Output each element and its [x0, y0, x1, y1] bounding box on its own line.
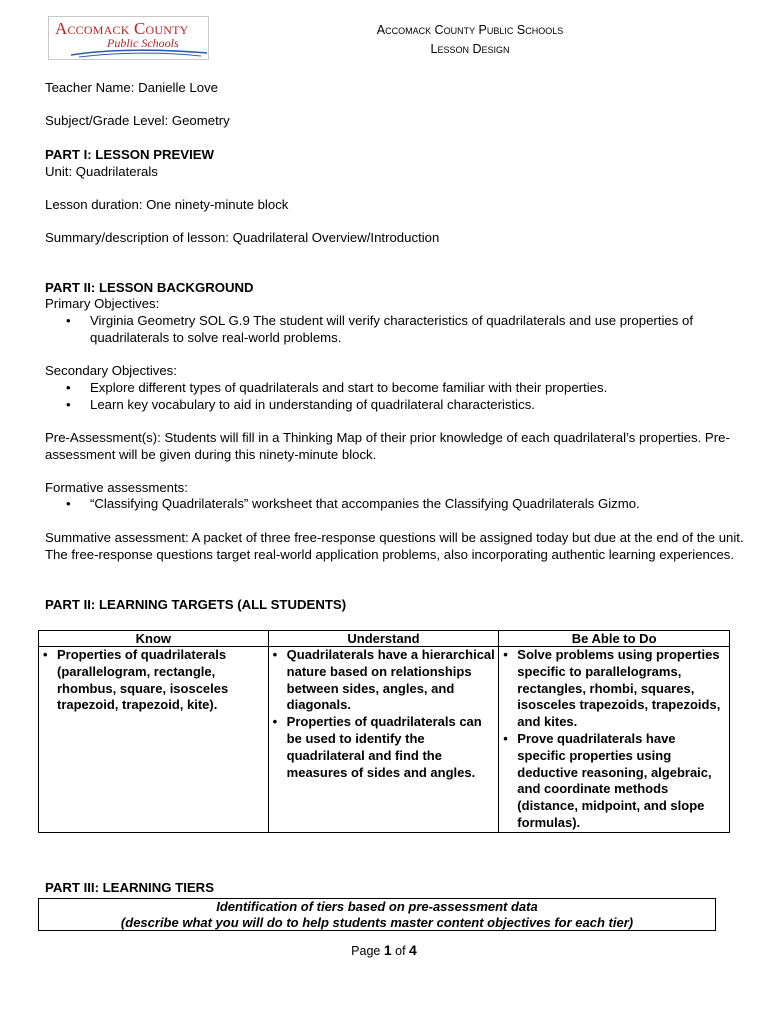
- list-item-continuation: quadrilaterals to solve real-world problems.: [90, 330, 342, 345]
- list-item: • Prove quadrilaterals have specific properties using deductive reasoning, algebraic, and coordinate methods (distance, midpoint, and slope formulas).: [503, 731, 726, 832]
- doc-title: Lesson Design: [430, 42, 510, 56]
- formative-label: Formative assessments:: [45, 480, 188, 495]
- unit-line: Unit: Quadrilaterals: [45, 164, 158, 179]
- column-header-understand: Understand: [268, 631, 499, 647]
- list-item: • Solve problems using properties specific to parallelograms, rectangles, rhombi, squares, isosceles trapezoids, trapezoids, and kites.: [503, 647, 726, 731]
- list-item: • Learn key vocabulary to aid in understanding of quadrilateral characteristics.: [66, 397, 535, 412]
- list-item: • Virginia Geometry SOL G.9 The student will verify characteristics of quadrilaterals and use properties of: [66, 313, 693, 328]
- learning-targets-table: [38, 630, 730, 833]
- primary-objectives-label: Primary Objectives:: [45, 296, 160, 311]
- page-number: 1: [383, 942, 392, 958]
- summative-line-1: Summative assessment: A packet of three free-response questions will be assigned today but due at the end of the unit.: [45, 530, 744, 545]
- part2-heading: PART II: LESSON BACKGROUND: [45, 280, 254, 295]
- column-header-know: Know: [39, 631, 269, 647]
- of-word: of: [395, 944, 406, 958]
- secondary-objectives-label: Secondary Objectives:: [45, 363, 177, 378]
- summary-line: Summary/description of lesson: Quadrilateral Overview/Introduction: [45, 230, 440, 245]
- learning-targets-heading: PART II: LEARNING TARGETS (ALL STUDENTS): [45, 597, 347, 612]
- subject-grade: Subject/Grade Level: Geometry: [45, 113, 230, 128]
- summative-line-2: The free-response questions target real-world application problems, also incorporating authentic learning experiences.: [45, 547, 735, 562]
- list-item: • “Classifying Quadrilaterals” worksheet that accompanies the Classifying Quadrilaterals Gizmo.: [66, 496, 640, 511]
- able-cell: [499, 647, 730, 833]
- logo-subtitle: Public Schools: [107, 36, 179, 50]
- logo-title: Accomack County: [55, 19, 189, 38]
- preassessment-line-1: Pre-Assessment(s): Students will fill in a Thinking Map of their prior knowledge of each quadrilateral’s properties. Pre-: [45, 430, 730, 445]
- tiers-box-line-2: (describe what you will do to help students master content objectives for each tier): [120, 915, 634, 930]
- page-total: 4: [409, 942, 417, 958]
- duration-line: Lesson duration: One ninety-minute block: [45, 197, 289, 212]
- page-footer: [0, 942, 768, 958]
- teacher-name: Teacher Name: Danielle Love: [45, 80, 218, 95]
- district-logo: [48, 16, 209, 60]
- logo-swoosh-icon: [69, 47, 209, 59]
- preassessment-line-2: assessment will be given during this ninety-minute block.: [45, 447, 377, 462]
- table-header-row: [39, 631, 730, 647]
- page-word: Page: [351, 944, 381, 958]
- understand-cell: [268, 647, 499, 833]
- part3-heading: PART III: LEARNING TIERS: [45, 880, 214, 895]
- list-item: • Explore different types of quadrilaterals and start to become familiar with their properties.: [66, 380, 608, 395]
- list-item: • Quadrilaterals have a hierarchical nature based on relationships between sides, angles, and diagonals.: [273, 647, 496, 714]
- part1-heading: PART I: LESSON PREVIEW: [45, 147, 215, 162]
- list-item: • Properties of quadrilaterals can be used to identify the quadrilateral and find the measures of sides and angles.: [273, 714, 496, 781]
- org-name: Accomack County Public Schools: [376, 23, 564, 37]
- list-item: • Properties of quadrilaterals (parallelogram, rectangle, rhombus, square, isosceles trapezoid, trapezoid, kite).: [43, 647, 265, 714]
- tiers-box: [38, 898, 716, 931]
- tiers-box-line-1: Identification of tiers based on pre-assessment data: [216, 899, 538, 914]
- know-cell: [39, 647, 269, 833]
- column-header-able: Be Able to Do: [499, 631, 730, 647]
- table-row: [39, 647, 730, 833]
